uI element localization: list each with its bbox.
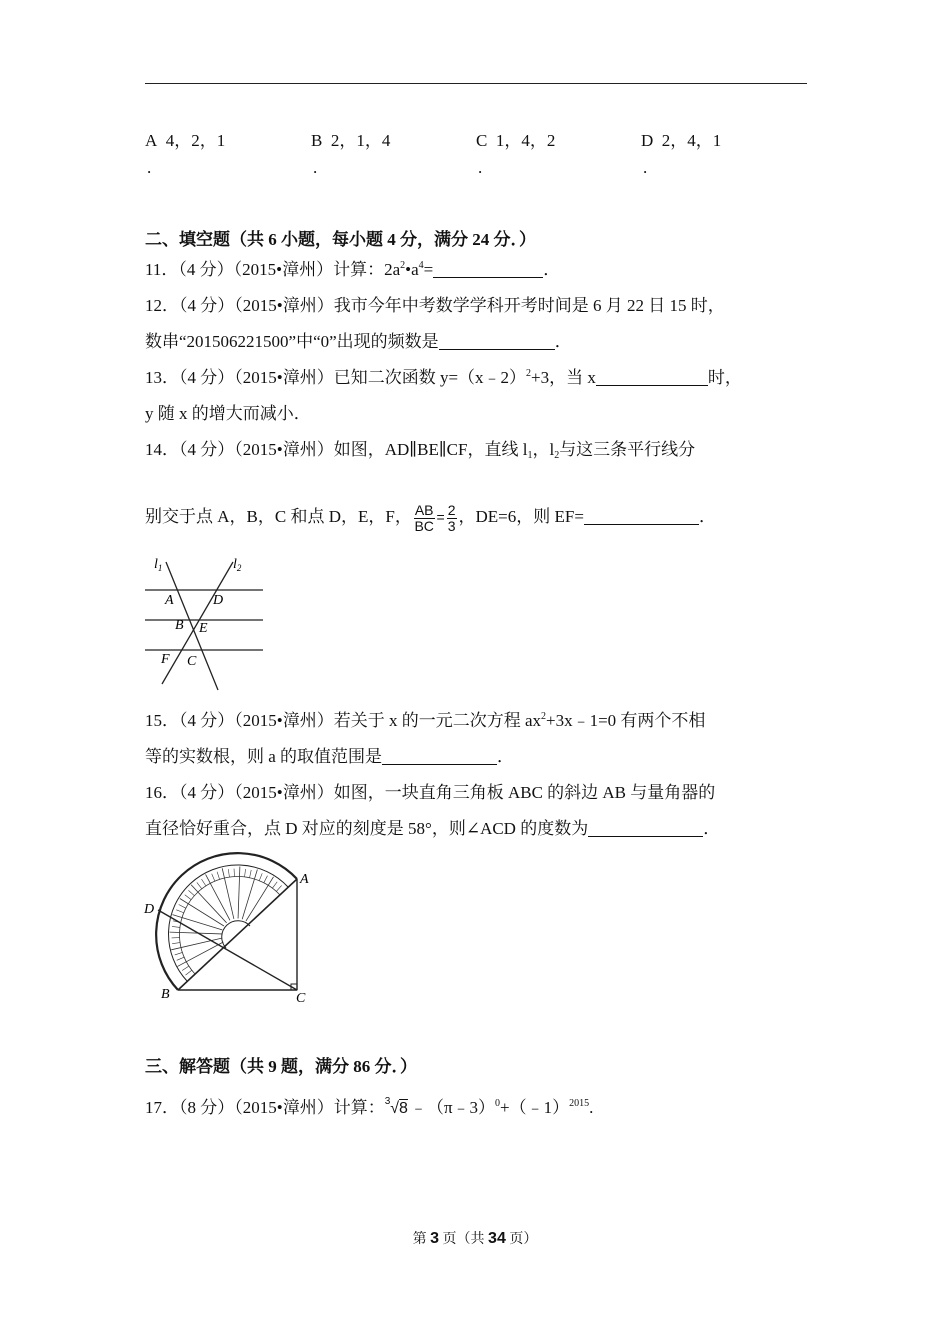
option-c-dot: . (478, 158, 483, 177)
question-12-line1: 12．（4 分）（2015•漳州）我市今年中考数学学科开考时间是 6 月 22 日 15 时， (145, 296, 725, 315)
protractor-tick (212, 874, 215, 881)
protractor-tick (259, 873, 262, 880)
protractor-tick (245, 869, 246, 877)
question-16-line1: 16．（4 分）（2015•漳州）如图，一块直角三角板 ABC 的斜边 AB 与量角器的 (145, 783, 716, 802)
question-17: 17．（8 分）（2015•漳州）计算：$^3$√8 ﹣（π﹣3）$^0$+（﹣1）$^{2015}$. (145, 1096, 594, 1117)
parallel-lines-figure (140, 550, 270, 695)
line-l1 (166, 562, 218, 690)
protractor-tick (264, 876, 268, 883)
protractor-tick (217, 872, 219, 880)
protractor-tick (276, 885, 281, 891)
answer-blank[interactable] (382, 748, 497, 765)
hypotenuse-ab (178, 879, 297, 990)
protractor-tick (172, 926, 180, 927)
question-14-line2: 别交于点 A，B，C 和点 D，E，F， $\frac{AB}{BC}$ = $\frac{2}{3}$ ，DE=6，则 EF= ． (145, 501, 716, 534)
section-fill-in-title: 二、填空题（共 6 小题，每小题 4 分，满分 24 分．） (145, 230, 536, 249)
label-d: D (213, 593, 224, 608)
protractor-tick (182, 966, 189, 970)
label-l1: $l_1$ (154, 557, 163, 573)
header-rule (145, 83, 807, 84)
protractor-tick (197, 882, 202, 888)
protractor-tick (171, 938, 222, 950)
cube-root: $^3$√8 (384, 1096, 408, 1117)
protractor-tick (250, 870, 252, 878)
label-l2: $l_2$ (233, 557, 242, 573)
label-a: A (300, 872, 309, 887)
protractor-tick (170, 932, 222, 934)
answer-blank[interactable] (596, 369, 708, 386)
protractor-tick (238, 867, 240, 919)
label-b: B (161, 987, 170, 1002)
question-15-line1: 15．（4 分）（2015•漳州）若关于 x 的一元二次方程 $ax^2+3x﹣1=0$ 有两个不相 (145, 711, 706, 730)
answer-blank[interactable] (433, 261, 543, 278)
question-13-line2: y 随 x 的增大而减小． (145, 404, 311, 423)
question-16-line2: 直径恰好重合，点 D 对应的刻度是 58°，则∠ACD 的度数为 ． (145, 819, 721, 838)
protractor-tick (180, 898, 224, 926)
option-b-dot: . (313, 158, 318, 177)
answer-blank[interactable] (584, 508, 699, 525)
label-d: D (144, 902, 155, 917)
label-a: A (165, 593, 174, 608)
option-a-dot: . (147, 158, 152, 177)
protractor-tick (185, 895, 191, 900)
answer-blank[interactable] (439, 333, 555, 350)
protractor-tick (177, 957, 184, 960)
answer-blank[interactable] (588, 820, 703, 837)
question-13-line1: 13．（4 分）（2015•漳州）已知二次函数 y=（x﹣2）$^2$+3，当 x 时， (145, 368, 742, 387)
option-b: B 2，1，4 (311, 131, 391, 150)
protractor-tick (176, 910, 183, 913)
question-14-line1: 14．（4 分）（2015•漳州）如图，AD∥BE∥CF，直线 $l_1$，$l_2$与这三条平行线分 (145, 440, 696, 461)
question-11: 11．（4 分）（2015•漳州）计算：$2a^2•a^4=$ ． (145, 260, 561, 279)
label-b: B (175, 618, 184, 633)
protractor-tick (175, 952, 183, 954)
option-c: C 1，4，2 (476, 131, 556, 150)
line-l2 (162, 562, 233, 684)
page-footer: 第 3 页（共 34 页） (412, 1230, 538, 1247)
protractor-tick (222, 868, 234, 919)
section-answer-title: 三、解答题（共 9 题，满分 86 分．） (145, 1057, 417, 1076)
label-e: E (199, 621, 208, 636)
protractor-tick (172, 943, 180, 944)
protractor-tick (188, 890, 194, 895)
label-c: C (296, 991, 306, 1006)
label-f: F (161, 652, 170, 667)
label-c: C (187, 654, 197, 669)
protractor-tick (202, 879, 206, 886)
question-12-line2: 数串“201506221500”中“0”出现的频数是 ． (145, 332, 572, 351)
protractor-tick (272, 882, 277, 888)
question-15-line2: 等的实数根，则 a 的取值范围是 ． (145, 747, 515, 766)
protractor-tick (179, 905, 186, 909)
protractor-figure (140, 850, 315, 1010)
option-d: D 2，4，1 (641, 131, 722, 150)
option-d-dot: . (643, 158, 648, 177)
fraction-ab-bc: $\frac{AB}{BC}$ (414, 501, 434, 534)
fraction-two-thirds: $\frac{2}{3}$ (447, 501, 456, 534)
protractor-tick (228, 869, 229, 877)
segment-dc (158, 910, 297, 990)
option-a: A 4，2，1 (145, 131, 226, 150)
protractor-tick (185, 970, 191, 975)
